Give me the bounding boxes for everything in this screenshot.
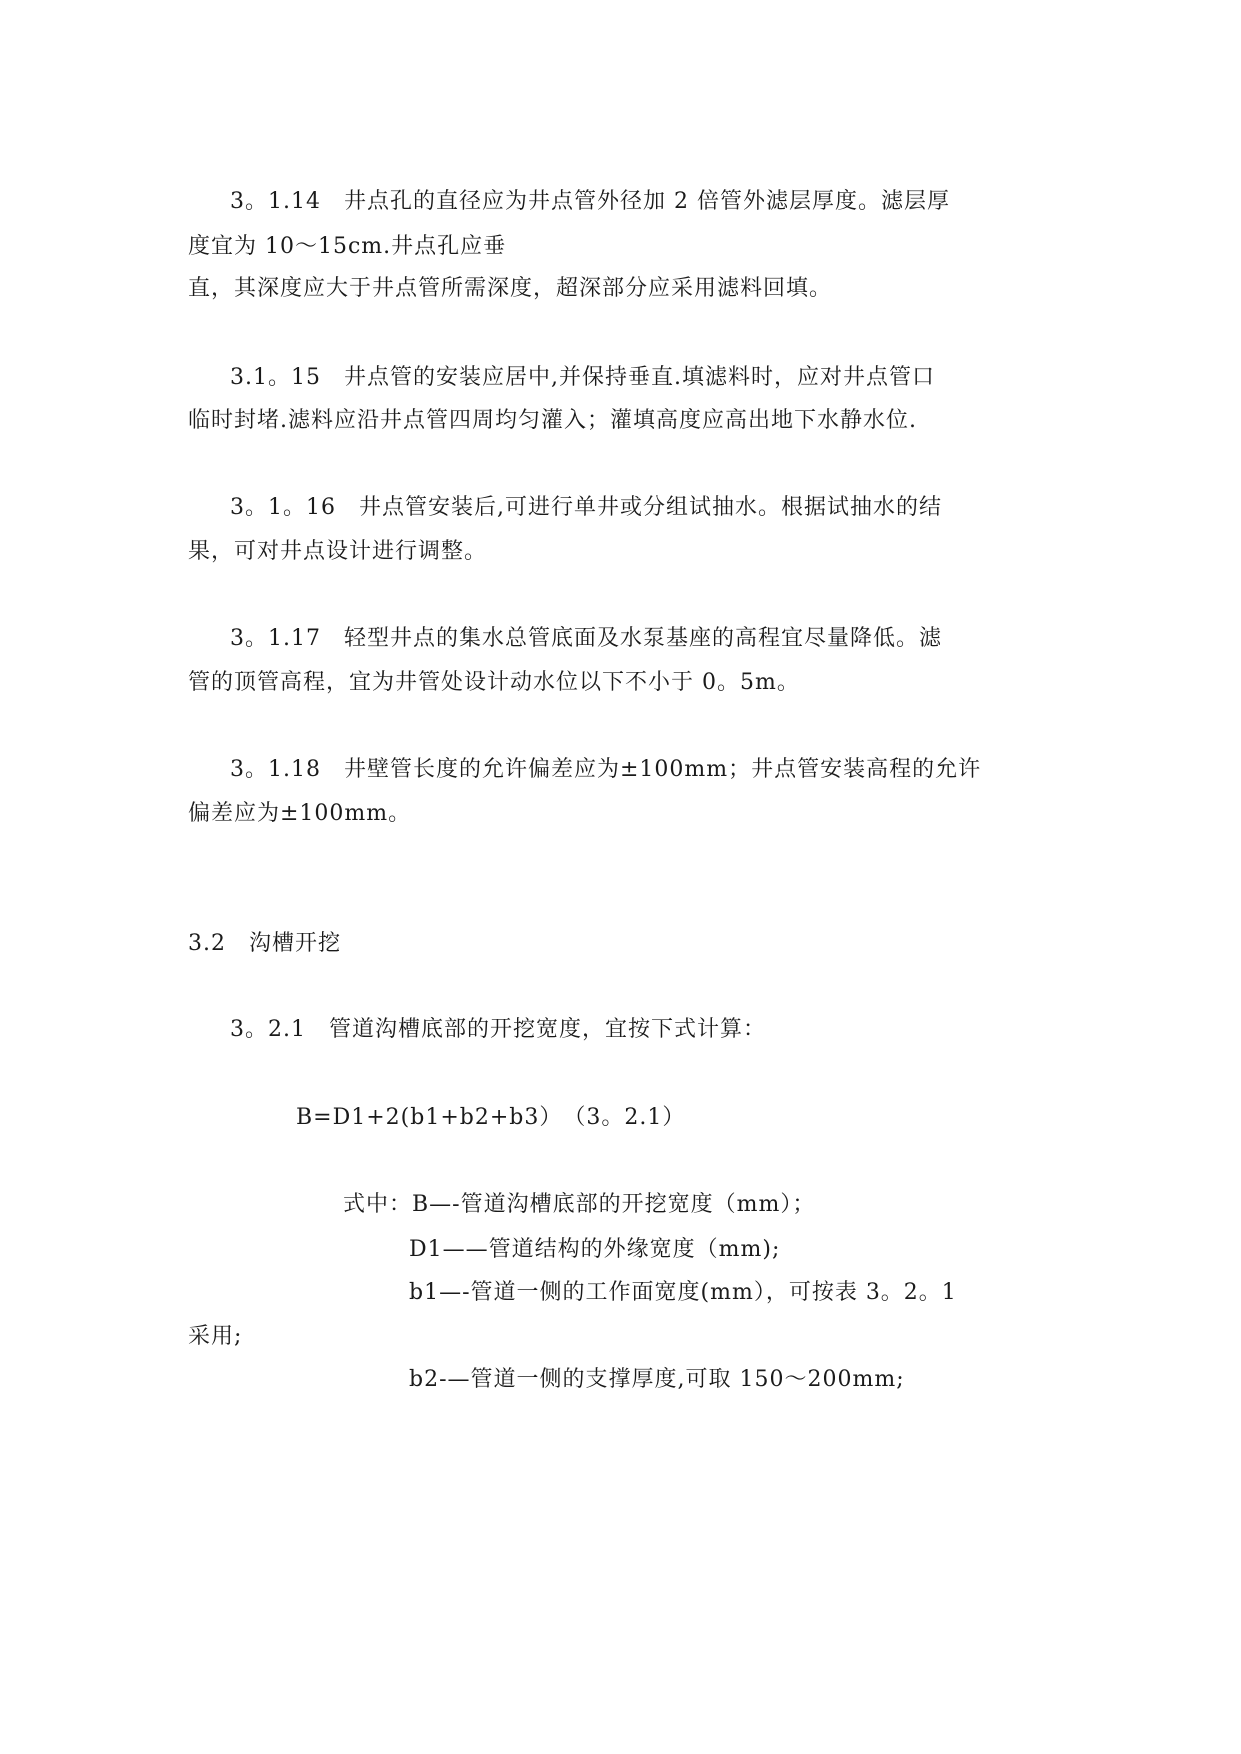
paragraph-3-1-14-line-1: 3。1.14 井点孔的直径应为井点管外径加 2 倍管外滤层厚度。滤层厚 bbox=[230, 189, 950, 214]
formula-where-line-1: 式中：B—-管道沟槽底部的开挖宽度（mm）； bbox=[343, 1192, 816, 1217]
paragraph-3-2-1-line-1: 3。2.1 管道沟槽底部的开挖宽度，宜按下式计算： bbox=[230, 1017, 766, 1042]
formula-3-2-1: B=D1+2(b1+b2+b3） （3。2.1） bbox=[296, 1105, 686, 1130]
paragraph-3-1-18-line-1: 3。1.18 井壁管长度的允许偏差应为±100mm；井点管安装高程的允许 bbox=[230, 757, 982, 782]
formula-where-line-4: 采用; bbox=[188, 1324, 243, 1349]
paragraph-3-1-14-line-2: 度宜为 10～15cm.井点孔应垂 bbox=[188, 234, 507, 259]
formula-where-line-2: D1——管道结构的外缘宽度（mm); bbox=[409, 1237, 781, 1262]
formula-where-line-3: b1—-管道一侧的工作面宽度(mm），可按表 3。2。1 bbox=[409, 1280, 957, 1305]
paragraph-3-1-16-line-2: 果，可对井点设计进行调整。 bbox=[188, 539, 488, 564]
formula-where-line-5: b2-—管道一侧的支撑厚度,可取 150～200mm; bbox=[409, 1367, 905, 1392]
paragraph-3-1-15-line-2: 临时封堵.滤料应沿井点管四周均匀灌入；灌填高度应高出地下水静水位. bbox=[188, 408, 917, 433]
paragraph-3-1-14-line-3: 直，其深度应大于井点管所需深度，超深部分应采用滤料回填。 bbox=[188, 276, 833, 301]
paragraph-3-1-15-line-1: 3.1。15 井点管的安装应居中,并保持垂直.填滤料时，应对井点管口 bbox=[230, 365, 935, 390]
section-heading-3-2: 3.2 沟槽开挖 bbox=[188, 931, 341, 956]
paragraph-3-1-17-line-1: 3。1.17 轻型井点的集水总管底面及水泵基座的高程宜尽量降低。滤 bbox=[230, 626, 942, 651]
paragraph-3-1-16-line-1: 3。1。16 井点管安装后,可进行单井或分组试抽水。根据试抽水的结 bbox=[230, 495, 942, 520]
paragraph-3-1-18-line-2: 偏差应为±100mm。 bbox=[188, 801, 412, 826]
paragraph-3-1-17-line-2: 管的顶管高程，宜为井管处设计动水位以下不小于 0。5m。 bbox=[188, 670, 800, 695]
